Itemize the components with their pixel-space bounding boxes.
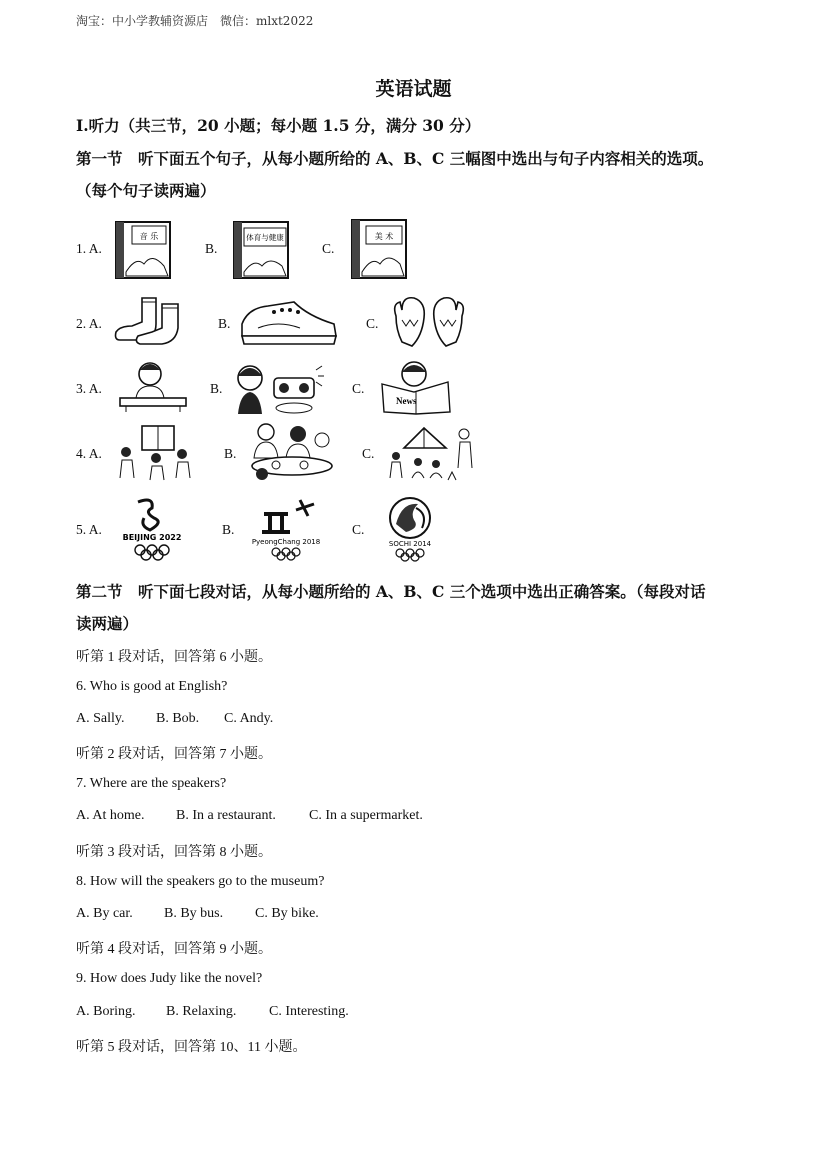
q5-label-a: 5. A. — [76, 522, 102, 537]
dialog4-intro: 听第 4 段对话，回答第 9 小题。 — [76, 942, 272, 957]
art-book-image — [350, 218, 410, 280]
q7-option-b: B. In a restaurant. — [176, 808, 276, 823]
q6-option-c: C. Andy. — [224, 711, 274, 726]
pyeongchang-logo-text: PyeongChang 2018 — [251, 538, 321, 546]
q2-label-a: 2. A. — [76, 316, 102, 331]
dialog5-intro: 听第 5 段对话，回答第 10、11 小题。 — [76, 1040, 307, 1055]
q2-label-b: B. — [218, 316, 231, 331]
q3-label-a: 3. A. — [76, 381, 102, 396]
q5-label-b: B. — [222, 522, 235, 537]
page-title: 英语试题 — [375, 78, 452, 100]
boy-newspaper-image — [378, 356, 454, 416]
q2-label-c: C. — [366, 316, 379, 331]
q9-option-a: A. Boring. — [76, 1004, 136, 1019]
news-label: News — [396, 396, 417, 406]
q9-option-b: B. Relaxing. — [166, 1004, 237, 1019]
sochi-logo-text: SOCHI 2014 — [388, 540, 432, 548]
mittens-image — [388, 292, 470, 352]
camping-image — [384, 418, 480, 482]
beijing-2022-logo — [114, 496, 190, 562]
section1-instruction-cont: （每个句子读两遍） — [76, 181, 216, 200]
q6-option-a: A. Sally. — [76, 711, 125, 726]
question-7: 7. Where are the speakers? — [76, 776, 227, 791]
pyeongchang-2018-logo — [244, 494, 330, 562]
q8-option-b: B. By bus. — [164, 906, 224, 921]
q5-label-c: C. — [352, 522, 365, 537]
music-book-image — [114, 220, 174, 280]
socks-image — [112, 294, 188, 348]
q1-label-a: 1. A. — [76, 241, 102, 256]
q3-label-c: C. — [352, 381, 365, 396]
beijing-logo-text: BEIJING 2022 — [122, 533, 182, 542]
section2-instruction-cont: 读两遍） — [76, 614, 139, 633]
family-dinner-image — [246, 420, 338, 482]
q6-option-b: B. Bob. — [156, 711, 200, 726]
dialog1-intro: 听第 1 段对话，回答第 6 小题。 — [76, 650, 272, 665]
q4-label-b: B. — [224, 446, 237, 461]
music-book-label: 音 乐 — [139, 232, 159, 241]
q7-option-c: C. In a supermarket. — [309, 808, 423, 823]
pe-book-label: 体育与健康 — [246, 233, 284, 242]
q1-label-c: C. — [322, 241, 335, 256]
q1-label-b: B. — [205, 241, 218, 256]
boy-writing-image — [112, 358, 192, 414]
q4-label-a: 4. A. — [76, 446, 102, 461]
q9-option-c: C. Interesting. — [269, 1004, 349, 1019]
section2-instruction: 第二节 听下面七段对话，从每小题所给的 A、B、C 三个选项中选出正确答案。（每段对话 — [76, 582, 706, 601]
section1-instruction: 第一节 听下面五个句子，从每小题所给的 A、B、C 三幅图中选出与句子内容相关的选项。 — [76, 149, 714, 168]
sochi-2014-logo — [380, 494, 440, 562]
part1-heading: I.听力（共三节，20 小题；每小题 1.5 分，满分 30 分） — [76, 116, 481, 135]
dialog3-intro: 听第 3 段对话，回答第 8 小题。 — [76, 845, 272, 860]
question-6: 6. Who is good at English? — [76, 679, 228, 694]
sneakers-image — [238, 294, 342, 350]
pe-book-image — [232, 220, 292, 280]
dialog2-intro: 听第 2 段对话，回答第 7 小题。 — [76, 747, 272, 762]
q3-label-b: B. — [210, 381, 223, 396]
q7-option-a: A. At home. — [76, 808, 145, 823]
family-room-image — [112, 422, 194, 482]
question-9: 9. How does Judy like the novel? — [76, 971, 263, 986]
question-8: 8. How will the speakers go to the museum? — [76, 874, 325, 889]
art-book-label: 美 术 — [374, 232, 394, 241]
q8-option-c: C. By bike. — [255, 906, 319, 921]
q8-option-a: A. By car. — [76, 906, 133, 921]
page-header: 淘宝：中小学教辅资源店 微信：mlxt2022 — [76, 14, 314, 28]
girl-radio-image — [232, 356, 324, 416]
q4-label-c: C. — [362, 446, 375, 461]
